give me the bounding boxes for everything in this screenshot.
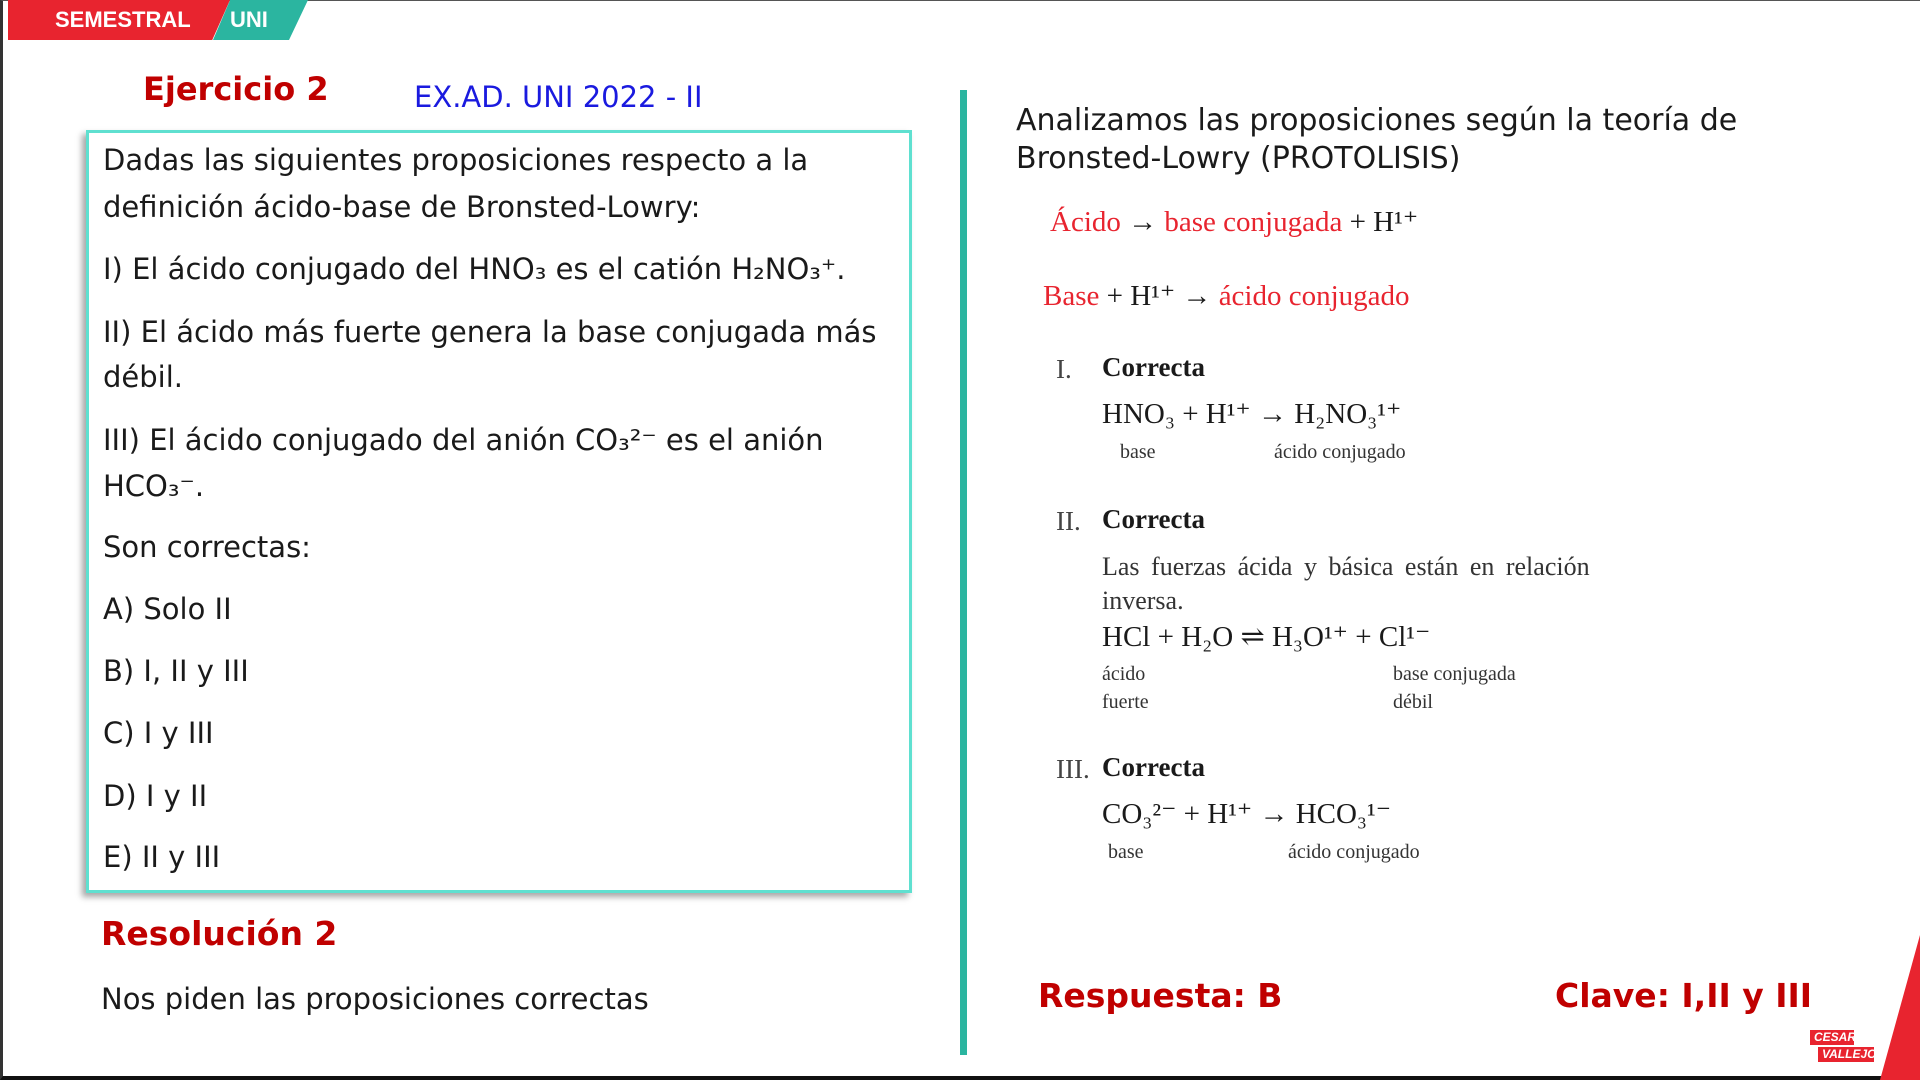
item-3-equation: CO₃²⁻ + H¹⁺ → HCO₃¹⁻ <box>1102 798 1392 830</box>
item-2-label-strong: fuerte <box>1102 691 1149 713</box>
item-2-equation: HCl + H₂O ⇌ H₃O¹⁺ + Cl¹⁻ <box>1102 621 1431 653</box>
resolution-title: Resolución 2 <box>101 914 338 953</box>
item-2-number: II. <box>1056 506 1081 536</box>
question-box <box>86 130 912 893</box>
option-d: D) I y II <box>103 779 208 813</box>
rule-base: Base + H¹⁺ → ácido conjugado <box>1043 280 1410 312</box>
option-a: A) Solo II <box>103 592 232 626</box>
divider <box>960 90 967 1055</box>
resolution-text: Nos piden las proposiciones correctas <box>101 982 649 1016</box>
proposition-1: I) El ácido conjugado del HNO₃ es el catión H₂NO₃⁺. <box>103 252 846 286</box>
analysis-intro-1: Analizamos las proposiciones según la teoría de <box>1016 103 1738 138</box>
answer-key: Clave: I,II y III <box>1555 976 1813 1015</box>
banner-semestral: SEMESTRAL <box>55 7 191 32</box>
item-3-number: III. <box>1056 754 1090 784</box>
item-1-verdict: Correcta <box>1102 352 1205 382</box>
item-1-label-base: base <box>1120 441 1156 463</box>
item-1-label-conjugate: ácido conjugado <box>1274 441 1406 463</box>
item-2-label-acid: ácido <box>1102 663 1146 685</box>
answer-response: Respuesta: B <box>1038 976 1283 1015</box>
item-2-label-conjugate-base: base conjugada <box>1393 663 1516 685</box>
item-2-text-2: inversa. <box>1102 586 1184 615</box>
analysis-intro-2: Bronsted-Lowry (PROTOLISIS) <box>1016 141 1461 176</box>
rule-acid: Ácido → base conjugada + H¹⁺ <box>1050 206 1419 238</box>
item-3-label-base: base <box>1108 841 1144 863</box>
item-3-verdict: Correcta <box>1102 752 1205 782</box>
item-3-label-conjugate: ácido conjugado <box>1288 841 1420 863</box>
option-e: E) II y III <box>103 840 221 874</box>
course-banner <box>8 0 303 40</box>
item-1-number: I. <box>1056 354 1072 384</box>
proposition-2-line-1: II) El ácido más fuerte genera la base conjugada más <box>103 315 877 349</box>
item-2-text-1: Las fuerzas ácida y básica están en relación <box>1102 552 1590 581</box>
question-intro-1: Dadas las siguientes proposiciones respecto a la <box>103 143 809 177</box>
question-intro-2: definición ácido-base de Bronsted-Lowry: <box>103 190 701 224</box>
cesar-vallejo-logo: CESAR VALLEJO <box>1810 1030 1880 1072</box>
option-c: C) I y III <box>103 716 214 750</box>
proposition-3-line-2: HCO₃⁻. <box>103 469 205 503</box>
item-1-equation: HNO₃ + H¹⁺ → H₂NO₃¹⁺ <box>1102 398 1402 430</box>
exercise-title: Ejercicio 2 <box>143 70 329 108</box>
exam-source: EX.AD. UNI 2022 - II <box>414 80 703 114</box>
question-prompt: Son correctas: <box>103 530 311 564</box>
proposition-3-line-1: III) El ácido conjugado del anión CO₃²⁻ es el anión <box>103 423 824 457</box>
banner-uni: UNI <box>230 7 268 32</box>
item-2-verdict: Correcta <box>1102 504 1205 534</box>
option-b: B) I, II y III <box>103 654 249 688</box>
proposition-2-line-2: débil. <box>103 360 183 394</box>
item-2-label-weak: débil <box>1393 691 1433 713</box>
